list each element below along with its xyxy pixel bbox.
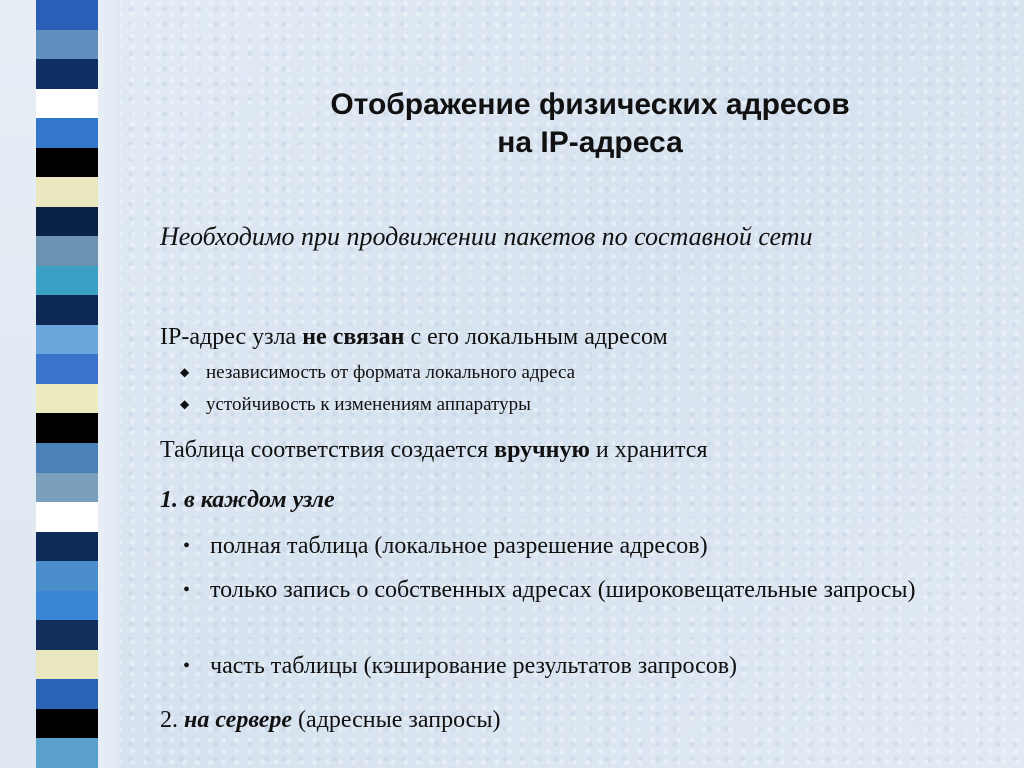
item1-number: 1.	[160, 487, 184, 513]
stripe-segment	[36, 325, 98, 355]
diamond-bullet-icon: ◆	[180, 365, 190, 379]
bullet-icon: •	[183, 579, 191, 601]
diamond-item-text: независимость от формата локального адреса	[206, 362, 576, 383]
bullet-list-item	[183, 530, 1018, 562]
numbered-item-2	[160, 707, 500, 734]
stripe-gap	[98, 0, 120, 768]
stripe-segment	[36, 177, 98, 207]
stripe-segment	[36, 561, 98, 591]
stripe-segment	[36, 650, 98, 680]
bullet-list-item	[183, 574, 1018, 606]
ip-line-post: с его локальным адресом	[404, 324, 668, 350]
stripe-segment	[36, 620, 98, 650]
bullet-icon: •	[183, 535, 191, 557]
bullet-list-item	[183, 650, 1018, 682]
bullet-item-text: только запись о собственных адресах (широковещательные запросы)	[210, 577, 916, 603]
table-line	[160, 437, 708, 464]
stripe-segment	[36, 413, 98, 443]
diamond-list-item	[180, 394, 531, 416]
stripe-segment	[36, 384, 98, 414]
table-line-bold: вручную	[494, 437, 590, 463]
stripe-segment	[36, 354, 98, 384]
stripe-segment	[36, 532, 98, 562]
stripe-segment	[36, 738, 98, 768]
stripe-segment	[36, 118, 98, 148]
table-line-post: и хранится	[589, 437, 708, 463]
stripe-segment	[36, 591, 98, 621]
bullet-item-text: полная таблица (локальное разрешение адресов)	[210, 533, 708, 559]
stripe-segment	[36, 207, 98, 237]
decorative-color-stripe	[36, 0, 98, 768]
table-line-pre: Таблица соответствия создается	[160, 437, 495, 463]
stripe-segment	[36, 30, 98, 60]
item2-number: 2.	[160, 707, 184, 733]
diamond-item-text: устойчивость к изменениям аппаратуры	[206, 394, 531, 415]
bullet-item-text: часть таблицы (кэширование результатов запросов)	[210, 653, 738, 679]
stripe-segment	[36, 679, 98, 709]
slide-title-line2: на IP-адреса	[497, 126, 683, 159]
stripe-segment	[36, 709, 98, 739]
slide-subtitle: Необходимо при продвижении пакетов по составной сети	[160, 222, 813, 251]
stripe-segment	[36, 89, 98, 119]
numbered-item-1	[160, 487, 335, 514]
slide-title-line1: Отображение физических адресов	[330, 88, 850, 121]
slide-title	[180, 86, 1000, 162]
ip-line-bold: не связан	[302, 324, 405, 350]
stripe-segment	[36, 443, 98, 473]
stripe-segment	[36, 473, 98, 503]
stripe-segment	[36, 0, 98, 30]
diamond-bullet-icon: ◆	[180, 397, 190, 411]
item2-post-text: (адресные запросы)	[292, 707, 501, 733]
diamond-list-item	[180, 362, 575, 384]
stripe-segment	[36, 236, 98, 266]
stripe-segment	[36, 266, 98, 296]
stripe-segment	[36, 502, 98, 532]
item2-bold-text: на сервере	[184, 707, 293, 733]
item1-text: в каждом узле	[184, 487, 335, 513]
stripe-segment	[36, 59, 98, 89]
ip-address-line	[160, 324, 668, 351]
bullet-icon: •	[183, 655, 191, 677]
stripe-segment	[36, 148, 98, 178]
slide-left-margin	[0, 0, 36, 768]
ip-line-pre: IP-адрес узла	[160, 324, 303, 350]
stripe-segment	[36, 295, 98, 325]
